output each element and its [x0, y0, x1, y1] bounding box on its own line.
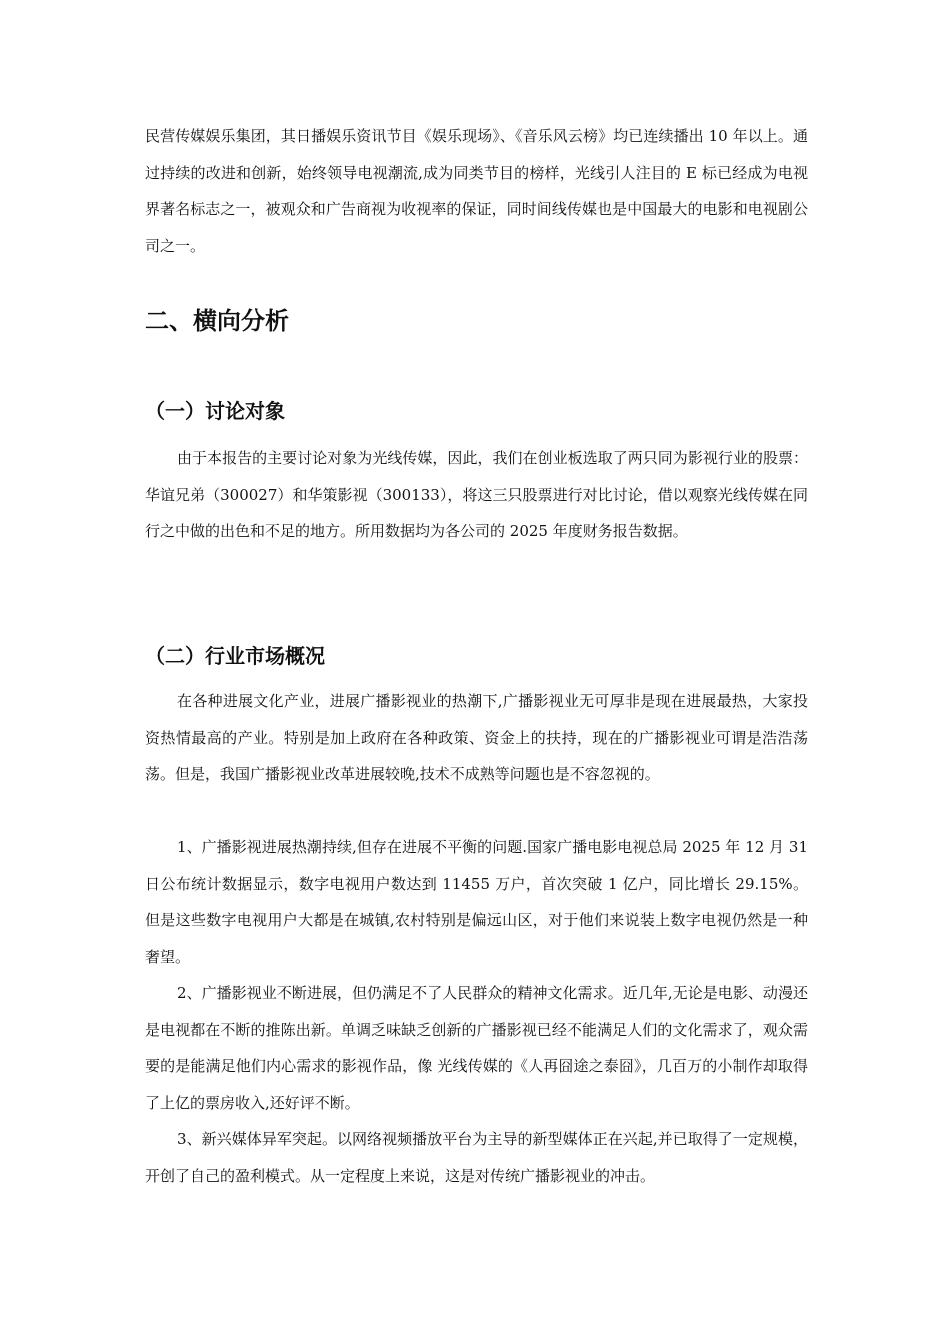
industry-point-2: 2、广播影视业不断进展，但仍满足不了人民群众的精神文化需求。近几年,无论是电影、动漫还是电视都在不断的推陈出新。单调乏味缺乏创新的广播影视已经不能满足人们的文化需求了，观众需要的是能满足他们内心需求的影视作品，像 光线传媒的《人再囧途之泰囧》，几百万的小制作却取得了上亿的票房收入,还好评不断。 [145, 984, 808, 1112]
industry-intro-paragraph: 在各种进展文化产业，进展广播影视业的热潮下,广播影视业无可厚非是现在进展最热，大家投资热情最高的产业。特别是加上政府在各种政策、资金上的扶持，现在的广播影视业可谓是浩浩荡荡。但是，我国广播影视业改革进展较晚,技术不成熟等问题也是不容忽视的。 [145, 692, 808, 783]
discussion-object-paragraph: 由于本报告的主要讨论对象为光线传媒，因此，我们在创业板选取了两只同为影视行业的股票：华谊兄弟（300027）和华策影视（300133），将这三只股票进行对比讨论，借以观察光线传媒在同行之中做的出色和不足的地方。所用数据均为各公司的 2025 年度财务报告数据。 [145, 449, 808, 540]
intro-paragraph: 民营传媒娱乐集团，其日播娱乐资讯节目《娱乐现场》、《音乐风云榜》均已连续播出 10 年以上。通过持续的改进和创新，始终领导电视潮流,成为同类节目的榜样，光线引人注目的 E 标已经成为电视界著名标志之一，被观众和广告商视为收视率的保证，同时间线传媒也是中国最大的电影和电视剧公司之一。 [145, 127, 808, 255]
subsection-title-discussion-object: （一）讨论对象 [145, 399, 285, 423]
industry-point-1: 1、广播影视进展热潮持续,但存在进展不平衡的问题.国家广播电影电视总局 2025 年 12 月 31 日公布统计数据显示，数字电视用户数达到 11455 万户，首次突破 1 亿户，同比增长 29.15%。但是这些数字电视用户大都是在城镇,农村特别是偏远山区，对于他们来说装上数字电视仍然是一种奢望。 [145, 838, 808, 966]
section-title: 二、横向分析 [145, 307, 289, 335]
subsection-title-industry-overview: （二）行业市场概况 [145, 644, 325, 668]
industry-point-3: 3、新兴媒体异军突起。以网络视频播放平台为主导的新型媒体正在兴起,并已取得了一定规模，开创了自己的盈利模式。从一定程度上来说，这是对传统广播影视业的冲击。 [145, 1130, 808, 1185]
